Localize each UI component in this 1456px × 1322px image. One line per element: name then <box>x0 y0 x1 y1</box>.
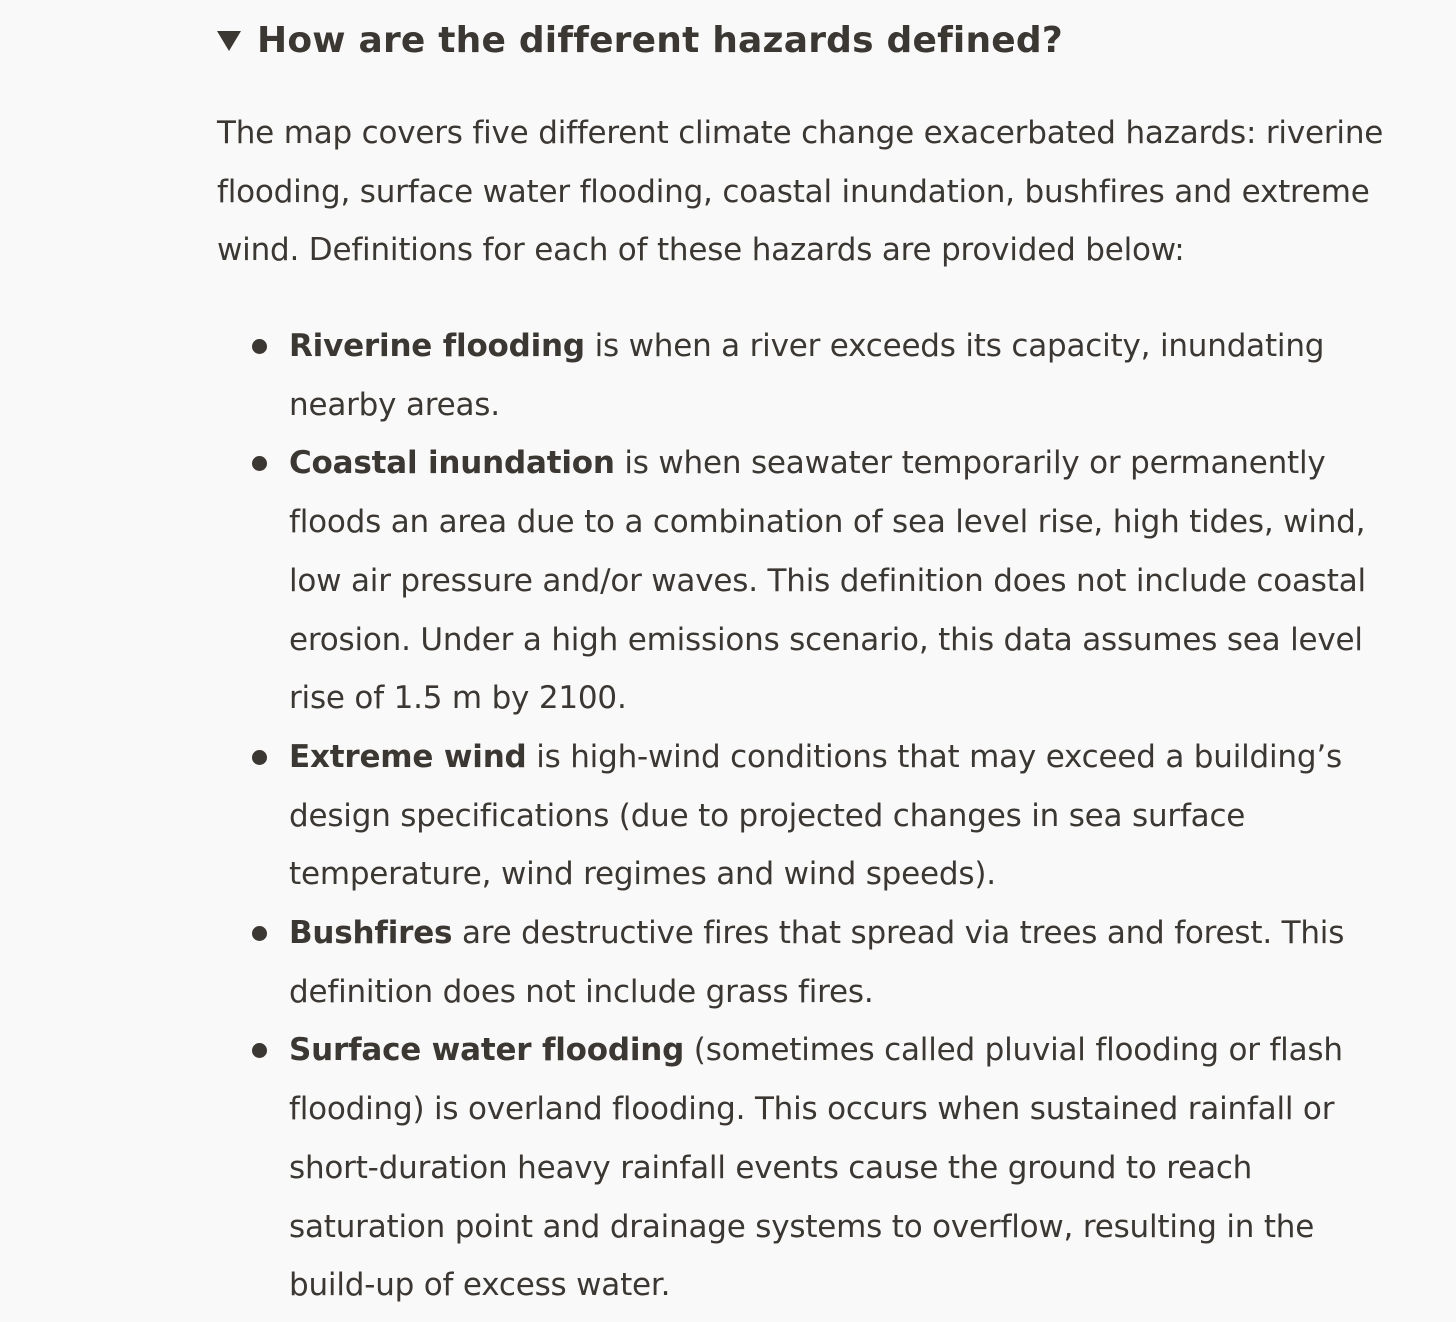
intro-paragraph <box>217 104 1402 280</box>
hazard-definition-line: floods an area due to a combination of sea level rise, high tides, wind, <box>289 504 1366 541</box>
summary-title: How are the different hazards defined? <box>257 19 1063 61</box>
hazard-definition-line: (sometimes called pluvial flooding or flash <box>684 1032 1343 1069</box>
hazard-definition-line: build-up of excess water. <box>289 1267 671 1304</box>
intro-line-3: wind. Definitions for each of these hazards are provided below: <box>217 232 1185 269</box>
hazard-item-coastal-inundation <box>217 434 1402 728</box>
hazard-definition-line: erosion. Under a high emissions scenario, this data assumes sea level <box>289 621 1363 658</box>
hazard-definition-line: low air pressure and/or waves. This definition does not include coastal <box>289 562 1366 599</box>
bullet-icon <box>252 456 267 471</box>
hazard-definition-line: short-duration heavy rainfall events cause the ground to reach <box>289 1149 1253 1186</box>
hazard-item-surface-water-flooding <box>217 1021 1402 1315</box>
hazard-item-riverine-flooding <box>217 317 1402 434</box>
hazard-term: Riverine flooding <box>289 328 585 364</box>
hazard-definition-line: is when a river exceeds its capacity, inundating <box>584 328 1325 364</box>
hazard-item-bushfires <box>217 904 1402 1021</box>
hazard-definitions-list <box>217 317 1402 1315</box>
hazard-definition-line: saturation point and drainage systems to overflow, resulting in the <box>289 1208 1315 1245</box>
hazard-definition-line: nearby areas. <box>289 386 500 423</box>
hazard-definition-line: is when seawater temporarily or permanently <box>614 445 1326 482</box>
hazard-definition-line: rise of 1.5 m by 2100. <box>289 680 627 717</box>
hazard-term: Bushfires <box>289 915 453 952</box>
bullet-icon <box>252 339 267 354</box>
bullet-icon <box>252 1043 267 1058</box>
hazard-definition-line: is high-wind conditions that may exceed a building’s <box>526 738 1342 775</box>
intro-line-2: flooding, surface water flooding, coastal inundation, bushfires and extreme <box>217 173 1370 210</box>
bullet-icon <box>252 750 267 765</box>
hazard-definition-line: temperature, wind regimes and wind speeds). <box>289 856 996 893</box>
triangle-down-icon <box>217 31 241 51</box>
hazard-definition-line: are destructive fires that spread via trees and forest. This <box>452 915 1345 952</box>
hazard-term: Coastal inundation <box>289 445 615 482</box>
intro-line-1: The map covers five different climate change exacerbated hazards: riverine <box>217 115 1384 151</box>
hazard-item-extreme-wind <box>217 728 1402 904</box>
hazard-term: Extreme wind <box>289 738 527 775</box>
hazard-definition-line: definition does not include grass fires. <box>289 973 874 1010</box>
hazard-term: Surface water flooding <box>289 1032 685 1069</box>
hazard-definition-line: design specifications (due to projected changes in sea surface <box>289 797 1246 834</box>
bullet-icon <box>252 926 267 941</box>
hazards-summary-toggle[interactable] <box>217 16 1063 64</box>
hazard-definition-line: flooding) is overland flooding. This occurs when sustained rainfall or <box>289 1091 1335 1128</box>
